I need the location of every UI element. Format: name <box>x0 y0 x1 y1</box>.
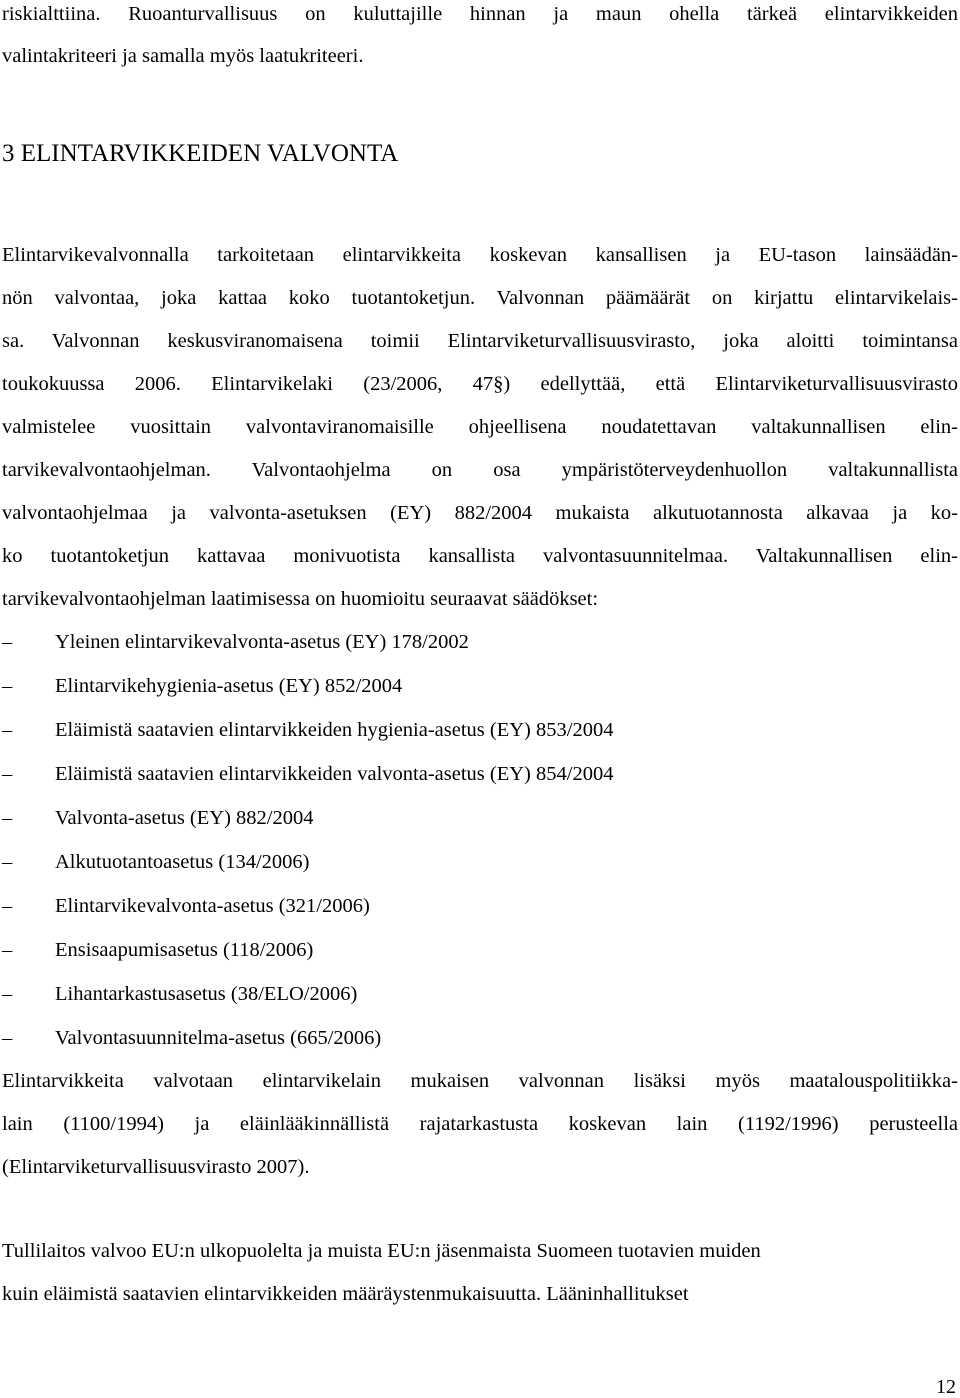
paragraph1-line: valmistelee vuosittain valvontaviranomaisille ohjeellisena noudatettavan valtakunnallisen elin- <box>2 416 958 438</box>
list-item: Valvontasuunnitelma-asetus (665/2006) <box>55 1027 382 1049</box>
list-item: Yleinen elintarvikevalvonta-asetus (EY) 178/2002 <box>55 631 469 653</box>
intro-line-2: valintakriteeri ja samalla myös laatukriteeri. <box>2 45 364 67</box>
list-item: Eläimistä saatavien elintarvikkeiden valvonta-asetus (EY) 854/2004 <box>55 763 614 785</box>
paragraph1-line: Elintarvikevalvonnalla tarkoitetaan elintarvikkeita koskevan kansallisen ja EU-tason lainsäädän- <box>2 244 958 266</box>
page-number: 12 <box>936 1376 956 1398</box>
paragraph2-line: Elintarvikkeita valvotaan elintarvikelain mukaisen valvonnan lisäksi myös maatalouspolitiikka- <box>2 1070 958 1092</box>
list-dash: – <box>2 983 13 1005</box>
paragraph1-line: toukokuussa 2006. Elintarvikelaki (23/2006, 47§) edellyttää, että Elintarviketurvallisuusvirasto <box>2 373 958 395</box>
paragraph2-line: lain (1100/1994) ja eläinlääkinnällistä rajatarkastusta koskevan lain (1192/1996) perusteella <box>2 1113 958 1135</box>
paragraph1-line: tarvikevalvontaohjelman. Valvontaohjelma on osa ympäristöterveydenhuollon valtakunnallista <box>2 459 958 481</box>
paragraph3-line: kuin eläimistä saatavien elintarvikkeiden määräystenmukaisuutta. Lääninhallitukset <box>2 1283 689 1305</box>
list-item: Eläimistä saatavien elintarvikkeiden hygienia-asetus (EY) 853/2004 <box>55 719 614 741</box>
list-dash: – <box>2 807 13 829</box>
list-item: Elintarvikevalvonta-asetus (321/2006) <box>55 895 370 917</box>
list-item: Lihantarkastusasetus (38/ELO/2006) <box>55 983 358 1005</box>
list-dash: – <box>2 851 13 873</box>
list-item: Ensisaapumisasetus (118/2006) <box>55 939 314 961</box>
list-dash: – <box>2 939 13 961</box>
list-dash: – <box>2 719 13 741</box>
paragraph2-line: (Elintarviketurvallisuusvirasto 2007). <box>2 1156 310 1178</box>
paragraph1-line: valvontaohjelmaa ja valvonta-asetuksen (EY) 882/2004 mukaista alkutuotannosta alkavaa ja ko- <box>2 502 958 524</box>
list-dash: – <box>2 1027 13 1049</box>
paragraph1-line: sa. Valvonnan keskusviranomaisena toimii Elintarviketurvallisuusvirasto, joka aloitti toimintansa <box>2 330 958 352</box>
paragraph3-line: Tullilaitos valvoo EU:n ulkopuolelta ja muista EU:n jäsenmaista Suomeen tuotavien muiden <box>2 1240 761 1262</box>
section-heading: 3 ELINTARVIKKEIDEN VALVONTA <box>2 140 399 167</box>
intro-line-1: riskialttiina. Ruoanturvallisuus on kuluttajille hinnan ja maun ohella tärkeä elintarvikkeiden <box>2 3 958 25</box>
list-item: Alkutuotantoasetus (134/2006) <box>55 851 310 873</box>
list-dash: – <box>2 631 13 653</box>
paragraph1-line: tarvikevalvontaohjelman laatimisessa on huomioitu seuraavat säädökset: <box>2 588 599 610</box>
paragraph1-line: nön valvontaa, joka kattaa koko tuotantoketjun. Valvonnan päämäärät on kirjattu elintarvikelais- <box>2 287 958 309</box>
list-item: Elintarvikehygienia-asetus (EY) 852/2004 <box>55 675 403 697</box>
list-dash: – <box>2 895 13 917</box>
list-item: Valvonta-asetus (EY) 882/2004 <box>55 807 314 829</box>
paragraph1-line: ko tuotantoketjun kattavaa monivuotista kansallista valvontasuunnitelmaa. Valtakunnallisen elin- <box>2 545 958 567</box>
list-dash: – <box>2 763 13 785</box>
list-dash: – <box>2 675 13 697</box>
